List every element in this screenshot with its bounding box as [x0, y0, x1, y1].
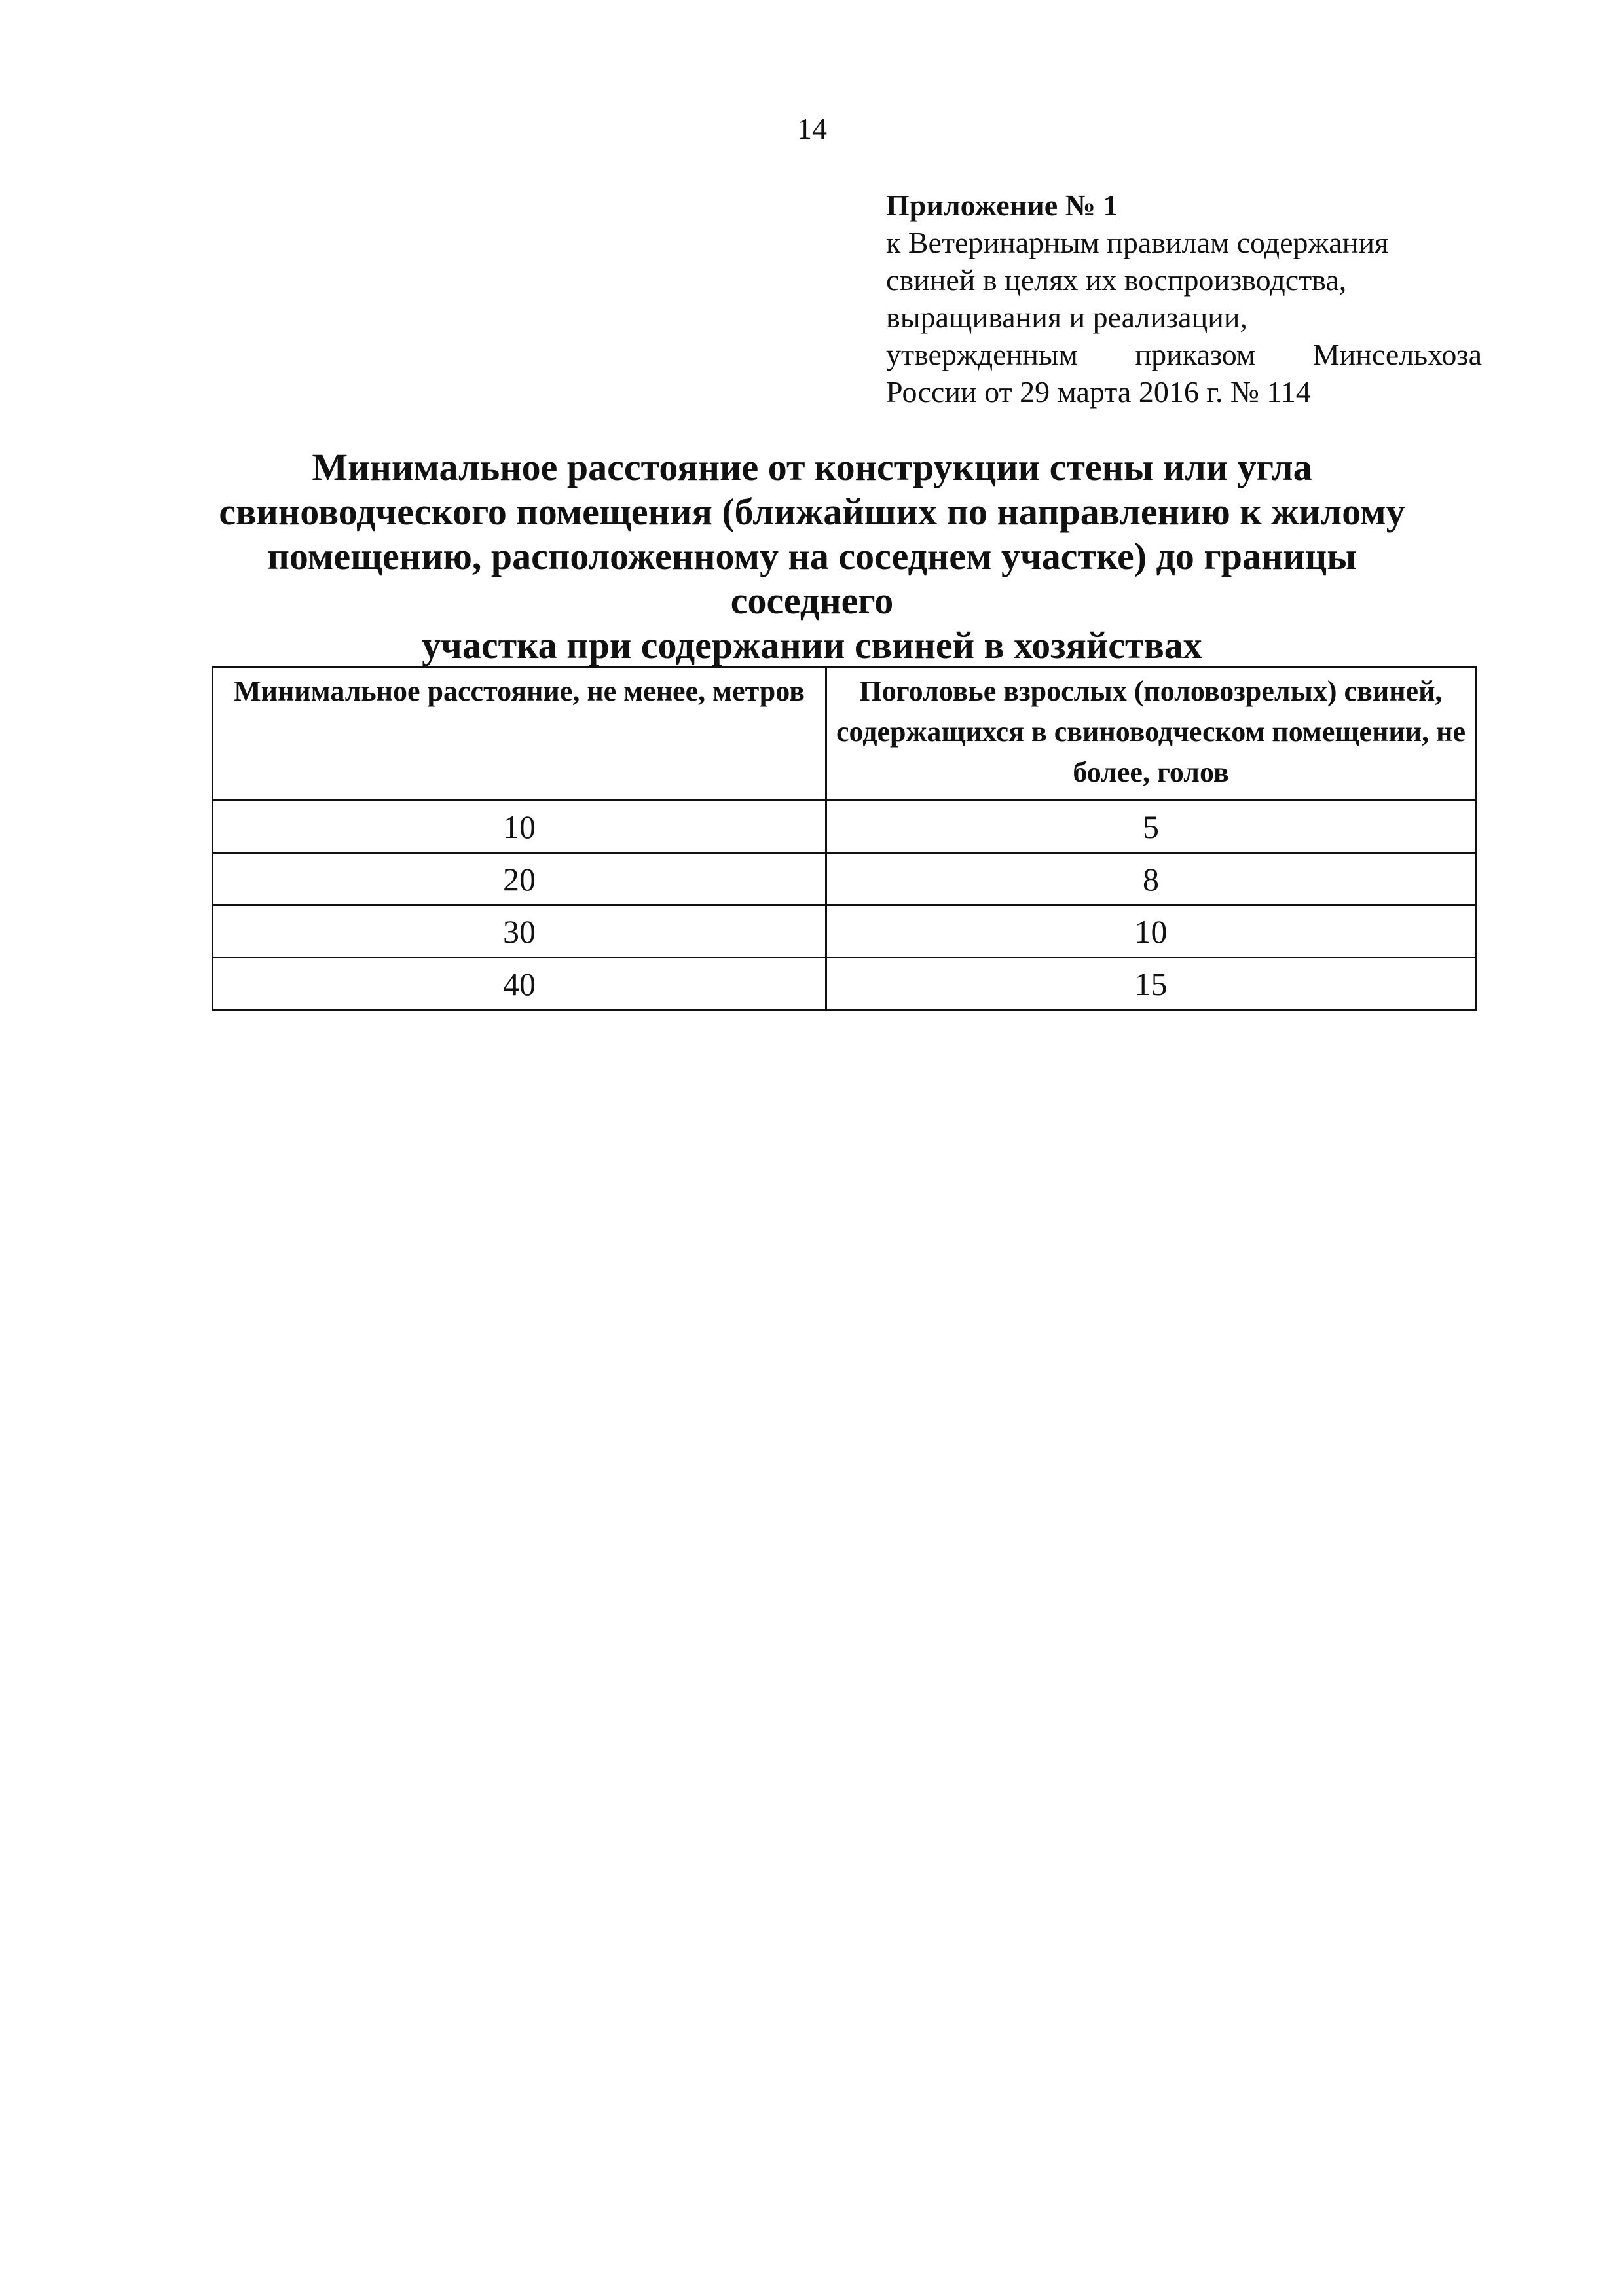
appendix-line: России от 29 марта 2016 г. № 114: [886, 375, 1311, 409]
distance-table: [212, 666, 1477, 1011]
table-row: [213, 905, 1476, 958]
appendix-line: свиней в целях их воспроизводства,: [886, 263, 1347, 297]
title-line: свиноводческого помещения (ближайших по направлению к жилому: [219, 490, 1405, 533]
header-min-distance: Минимальное расстояние, не менее, метров: [213, 668, 826, 801]
table-row: [213, 801, 1476, 853]
appendix-block: [886, 187, 1482, 410]
appendix-line: выращивания и реализации,: [886, 301, 1247, 334]
cell-distance: 20: [213, 853, 826, 905]
cell-head-count: 10: [826, 905, 1476, 958]
page-number: 14: [797, 112, 827, 145]
title-line: Минимальное расстояние от конструкции стены или угла: [312, 446, 1312, 488]
table-row: [213, 958, 1476, 1010]
header-pig-count: Поголовье взрослых (половозрелых) свиней, содержащихся в свиноводческом помещении, не более, голов: [826, 668, 1476, 801]
cell-head-count: 5: [826, 801, 1476, 853]
title-line: помещению, расположенному на соседнем участке) до границы соседнего: [267, 535, 1357, 622]
document-title: [190, 445, 1434, 668]
table-row: [213, 853, 1476, 905]
appendix-line: утвержденным приказом Минсельхоза: [886, 338, 1482, 371]
cell-head-count: 15: [826, 958, 1476, 1010]
title-line: участка при содержании свиней в хозяйствах: [422, 624, 1202, 666]
cell-head-count: 8: [826, 853, 1476, 905]
appendix-line: к Ветеринарным правилам содержания: [886, 226, 1389, 259]
cell-distance: 40: [213, 958, 826, 1010]
cell-distance: 30: [213, 905, 826, 958]
appendix-title: Приложение № 1: [886, 189, 1118, 222]
table-header-row: [213, 668, 1476, 801]
cell-distance: 10: [213, 801, 826, 853]
